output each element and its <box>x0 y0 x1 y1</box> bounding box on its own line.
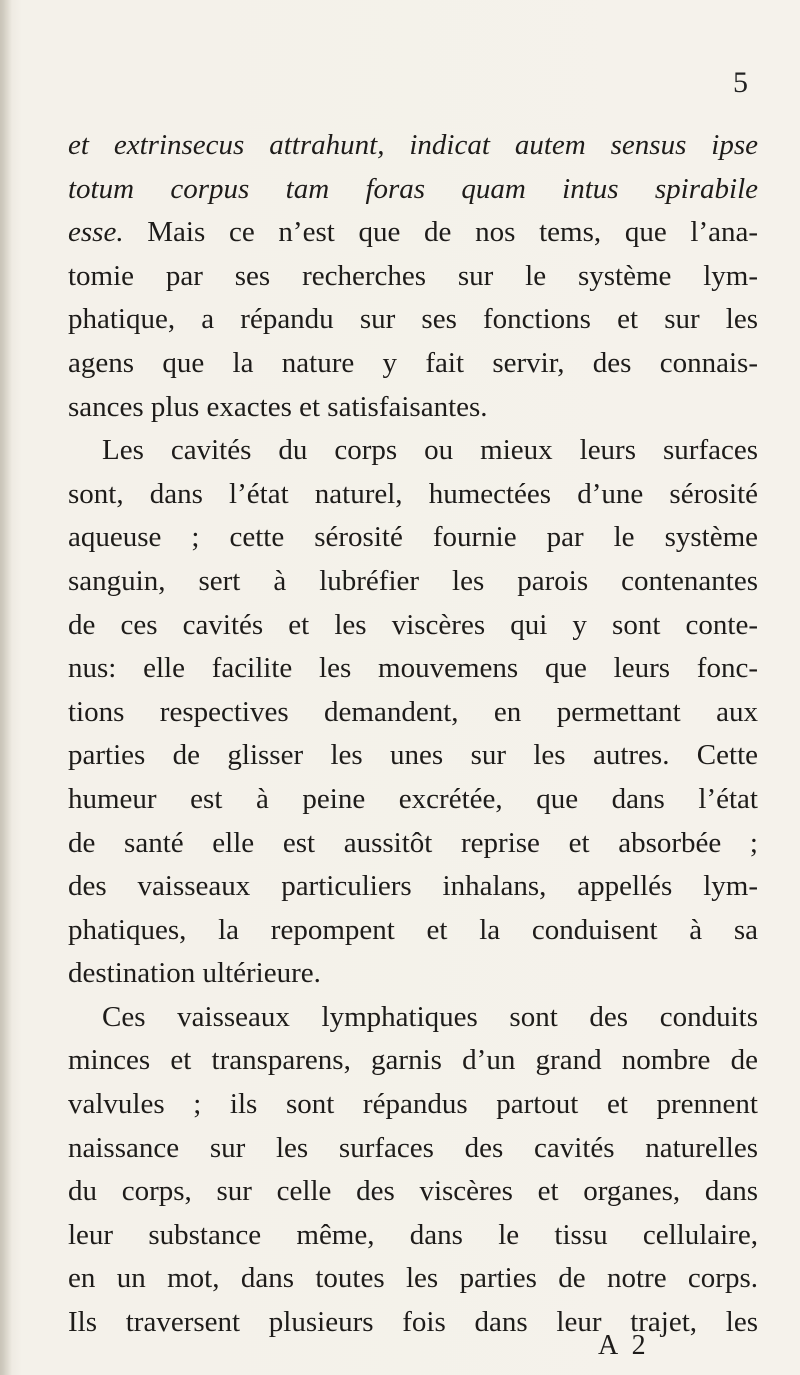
text-line-16: humeur est à peine excrétée, que dans l’état <box>68 782 758 815</box>
text-line-1 <box>68 124 758 168</box>
text-line-6: agens que la nature y fait servir, des connais- <box>68 346 758 379</box>
text-line-14: tions respectives demandent, en permettant aux <box>68 695 758 728</box>
text-span: Mais ce n’est que de nos tems, que l’ana- <box>123 216 758 249</box>
latin-quote: esse. <box>68 216 124 249</box>
text-line-26: leur substance même, dans le tissu cellulaire, <box>68 1218 758 1251</box>
text-line-15: parties de glisser les unes sur les autres. Cette <box>68 739 758 772</box>
text-line-3 <box>68 211 758 255</box>
text-line-11: sanguin, sert à lubréfier les parois contenantes <box>68 564 758 597</box>
text-line-19: phatiques, la repompent et la conduisent à sa <box>68 913 758 946</box>
text-line-8: Les cavités du corps ou mieux leurs surfaces <box>102 434 758 467</box>
text-line-7: sances plus exactes et satisfaisantes. <box>68 390 488 423</box>
page-number: 5 <box>733 66 748 99</box>
signature-mark: A 2 <box>598 1330 650 1361</box>
text-line-17: de santé elle est aussitôt reprise et absorbée ; <box>68 826 758 859</box>
text-line-9: sont, dans l’état naturel, humectées d’une sérosité <box>68 477 758 510</box>
text-line-28: Ils traversent plusieurs fois dans leur trajet, les <box>68 1306 758 1339</box>
text-line-21: Ces vaisseaux lymphatiques sont des conduits <box>102 1000 758 1033</box>
page-gutter-shadow <box>0 0 12 1375</box>
text-line-4: tomie par ses recherches sur le système lym- <box>68 259 758 292</box>
text-line-24: naissance sur les surfaces des cavités naturelles <box>68 1131 758 1164</box>
latin-quote: et extrinsecus attrahunt, indicat autem sensus ipse <box>68 129 758 161</box>
body-text <box>68 124 758 1345</box>
text-line-2 <box>68 168 758 212</box>
text-line-20: destination ultérieure. <box>68 957 321 990</box>
text-line-13: nus: elle facilite les mouvemens que leurs fonc- <box>68 652 758 685</box>
text-line-23: valvules ; ils sont répandus partout et prennent <box>68 1088 758 1121</box>
text-line-10: aqueuse ; cette sérosité fournie par le système <box>68 521 758 554</box>
latin-quote: totum corpus tam foras quam intus spirabile <box>68 172 758 205</box>
text-line-5: phatique, a répandu sur ses fonctions et sur les <box>68 303 758 336</box>
text-line-18: des vaisseaux particuliers inhalans, appellés lym- <box>68 870 758 903</box>
text-line-27: en un mot, dans toutes les parties de notre corps. <box>68 1262 758 1295</box>
text-line-22: minces et transparens, garnis d’un grand nombre de <box>68 1044 758 1077</box>
text-line-25: du corps, sur celle des viscères et organes, dans <box>68 1175 758 1208</box>
text-line-12: de ces cavités et les viscères qui y sont conte- <box>68 608 758 641</box>
